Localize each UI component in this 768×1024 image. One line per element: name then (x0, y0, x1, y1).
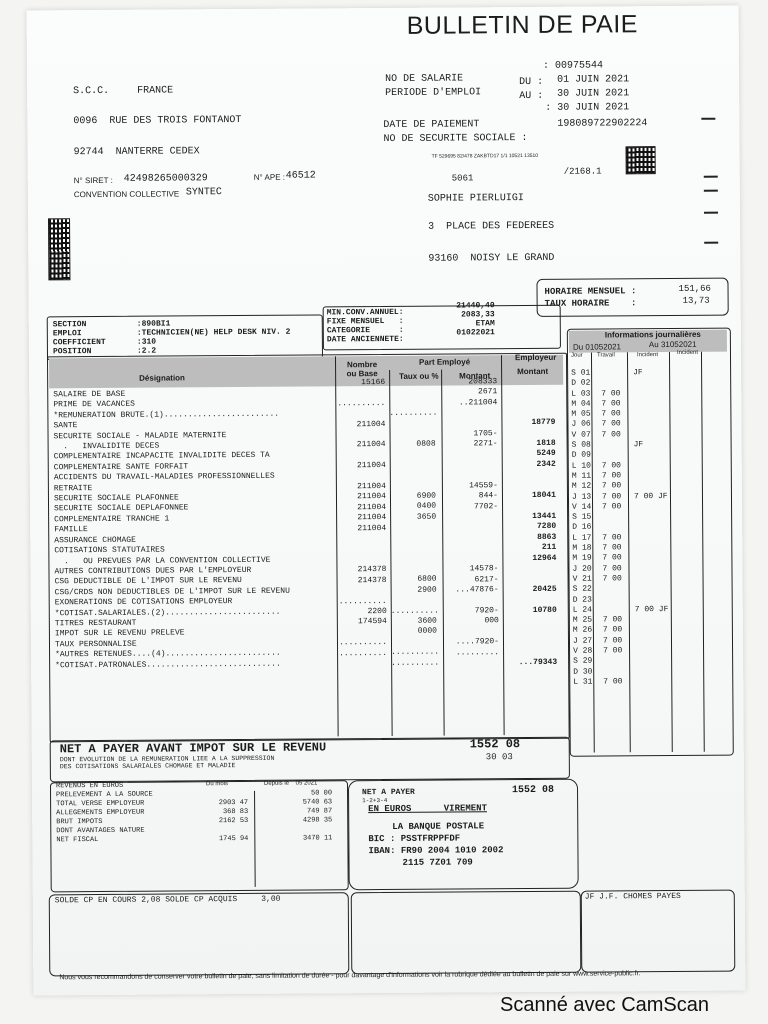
summary-month-values: 2903 47 368 83 2162 53 1745 94 (218, 780, 249, 844)
hourly-rate-value: 13,73 (682, 295, 710, 306)
position-labels: SECTION EMPLOI COEFFICIENT POSITION (52, 320, 106, 357)
period-label: PERIODE D'EMPLOI (385, 87, 482, 99)
scanner-watermark: Scanné avec CamScan (500, 994, 710, 1016)
bank-name: LA BANQUE POSTALE (392, 821, 485, 832)
tracking-code: TF 529695 82/478 ZAKBTD17 1/1 10521 13510 (431, 152, 539, 160)
incident-header: Incident (636, 352, 659, 359)
social-security-value: 198089722902224 (557, 118, 648, 130)
batch-code: /2168.1 (563, 166, 602, 177)
net-pay-label: NET A PAYER AVANT IMPOT SUR LE REVENU (59, 740, 327, 757)
margin-tick (701, 118, 715, 120)
siret-label: N° SIRET : (73, 175, 113, 186)
payment-label: NET A PAYER (362, 787, 415, 798)
margin-tick (704, 190, 718, 192)
hourly-rate-label: TAUX HORAIRE : (544, 298, 637, 309)
monthly-hours-label: HORAIRE MENSUEL : (544, 286, 637, 297)
employer-country: FRANCE (137, 85, 174, 97)
employee-number-label: NO DE SALARIE (385, 73, 464, 85)
daily-from: Du 01052021 (572, 342, 622, 352)
siret-value: 42498265000329 (123, 173, 208, 185)
employeur-montant-header: Montant (517, 366, 549, 377)
employee-number-value: : 00975544 (542, 60, 604, 72)
convention-label: CONVENTION COLLECTIVE (73, 189, 180, 200)
day-header: Jour (570, 352, 583, 359)
employer-name: S.C.C. (73, 85, 110, 98)
footer-note: Nous vous recommandons de conserver votre bulletin de paie, sans limitation de durée - pour davantage d'informations voir la rubrique dédiée au bulletin de paie sur www.service-public.fr. (59, 970, 641, 982)
net-pay-amount: 1552 08 (469, 737, 521, 752)
summary-labels: REVENUS EN EUROS PRELEVEMENT A LA SOURCE TOTAL VERSE EMPLOYEUR ALLEGEMENTS EMPLOYEUR BRUT IMPOTS DONT AVANTAGES NATURE NET FISCAL (55, 781, 153, 845)
monthly-hours-value: 151,66 (678, 283, 711, 294)
margin-tick (704, 242, 718, 244)
incident-list: JF JF 7 00 JF 7 00 JF (633, 368, 669, 615)
payslip-sheet (27, 6, 746, 996)
incident2-header: Incident (676, 349, 699, 356)
employee-name: SOPHIE PIERLUIGI (427, 193, 524, 205)
blank-box (351, 891, 582, 975)
social-security-label: NO DE SECURITE SOCIALE : (383, 133, 528, 146)
line-employee-amounts: 208333 2671 ..211004 1705- 2271- 14559- 844- 7702- 14578- 6217- ...47876- 7920- 000 ....7920- ......... (455, 377, 500, 658)
work-header: Travail (596, 352, 615, 359)
montant-header: Montant (459, 371, 491, 381)
employer-address-line1: 0096 RUE DES TROIS FONTANOT (73, 115, 242, 128)
line-bases: 15166 .......... 211004 211004 211004 211004 211004 211004 211004 211004 214378 214378 .......... 2200 174594 .......... .......... (337, 378, 388, 658)
summary-ytd-values: 50 00 5740 63 749 87 4298 35 3470 11 (302, 780, 333, 843)
holiday-note-box (581, 890, 736, 973)
holiday-note: JF J.F. CHOMES PAYES (584, 891, 681, 902)
period-to-value: 30 JUIN 2021 (557, 88, 630, 100)
ape-label: N° APE : (253, 172, 285, 182)
barcode-right-icon (626, 146, 656, 174)
taux-header: Taux ou % (399, 371, 439, 381)
net-pay-note: DONT EVOLUTION DE LA REMUNERATION LIEE A LA SUPPRESSION DES COTISATIONS SALARIALES CHOMAGE ET MALADIE (59, 754, 275, 771)
payment-method: EN EUROS VIREMENT (368, 803, 488, 815)
ape-value: 46512 (285, 170, 316, 182)
employee-address-line1: 3 PLACE DES FEDEREES (428, 220, 555, 233)
margin-tick (704, 176, 718, 178)
position-values: :890BI1 :TECHNICIEN(NE) HELP DESK NIV. 2 :310 :2.2 (136, 319, 291, 356)
line-designations: SALAIRE DE BASE PRIME DE VACANCES *REMUNERATION BRUTE.(1)........................ SANTE SECURITE SOCIALE - MALADIE MATERNITE . INVALIDITE DECES COMPLEMENTAIRE INCAPACITE INVALIDITE DECES TA COMPLEMENTAIRE SANTE FORFAIT ACCIDENTS DU TRAVAIL-MALADIES PROFESSIONNELLES RETRAITE SECURITE SOCIALE PLAFONNEE SECURITE SOCIALE DEPLAFONNEE COMPLEMENTAIRE TRANCHE 1 FAMILLE ASSURANCE CHOMAGE COTISATIONS STATUTAIRES . OU PREVUES PAR LA CONVENTION COLLECTIVE AUTRES CONTRIBUTIONS DUES PAR L'EMPLOYEUR CSG DEDUCTIBLE DE L'IMPOT SUR LE REVENU CSG/CRDS NON DEDUCTIBLES DE L'IMPOT SUR LE REVENU EXONERATIONS DE COTISATIONS EMPLOYEUR *COTISAT.SALARIALES.(2)........................ TITRES RESTAURANT IMPOT SUR LE REVENU PRELEVE TAUX PERSONNALISE *AUTRES RETENUES....(4)........................ *COTISAT.PATRONALES............................ (53, 389, 290, 670)
payment-amount: 1552 08 (511, 784, 555, 797)
bank-iban-continued: 2115 7Z01 709 (402, 857, 473, 868)
convention-values: 21440,40 2083,33 ETAM 01022021 (456, 301, 495, 338)
day-list: S 01 D 02 L 03 M 04 M 05 J 06 V 07 S 08 D 09 L 10 M 11 M 12 J 13 V 14 S 15 D 16 L 17 M 18 M 19 J 20 V 21 S 22 D 23 L 24 M 25 M 26 J 27 V 28 S 29 D 30 L 31 (571, 368, 593, 687)
convention-value: SYNTEC (185, 187, 222, 199)
line-employer-amounts: 18779 1818 5249 2342 18041 13441 7280 8863 211 12964 20425 10780 ...79343 (518, 386, 558, 667)
daily-to: Au 31052021 (648, 339, 697, 350)
part-employe-header: Part Employé (419, 357, 471, 367)
work-hours-list: 7 00 7 00 7 00 7 00 7 00 7 00 7 00 7 00 7 00 7 00 7 00 7 00 7 00 7 00 7 00 7 00 7 00 7 00 7 00 7 00 (601, 368, 623, 687)
leave-balance: SOLDE CP EN COURS 2,08 SOLDE CP ACQUIS 3,00 (54, 894, 281, 906)
period-from-value: 01 JUIN 2021 (557, 74, 630, 86)
document-title: BULLETIN DE PAIE (406, 10, 638, 40)
line-rates: .......... 0808 6900 0400 3650 6800 2900 .......... 3600 0000 .......... .......... (389, 387, 440, 668)
summary-month-header: Du mois (205, 781, 229, 788)
payment-formula: 1-2+3-4 (362, 796, 388, 805)
payment-date-label: DATE DE PAIEMENT (383, 119, 480, 132)
margin-tick (704, 212, 718, 214)
employeur-header: Employeur (514, 352, 557, 363)
convention-labels: MIN.CONV.ANNUEL: FIXE MENSUEL : CATEGORIE : DATE ANCIENNETE: (326, 307, 404, 345)
bank-iban: IBAN: FR90 2004 1010 2002 (368, 845, 504, 857)
period-to-label: AU : (519, 90, 544, 103)
barcode-left-icon (48, 218, 70, 280)
employee-code: 5061 (451, 173, 474, 184)
employee-address-line2: 93160 NOISY LE GRAND (428, 252, 555, 265)
bank-bic: BIC : PSSTFRPPFDF (368, 833, 461, 845)
employer-address-line2: 92744 NANTERRE CEDEX (73, 146, 200, 159)
daily-info-header: Informations journalières (604, 329, 701, 340)
nombre-header: Nombre ou Base (346, 360, 378, 379)
period-from-label: DU : (519, 76, 544, 89)
designation-header: Désignation (139, 373, 185, 383)
payment-date-value: : 30 JUIN 2021 (545, 102, 630, 114)
net-pay-note-amount: 30 03 (485, 752, 513, 763)
summary-ytd-header: Depuis le 05 2021 (263, 780, 318, 787)
